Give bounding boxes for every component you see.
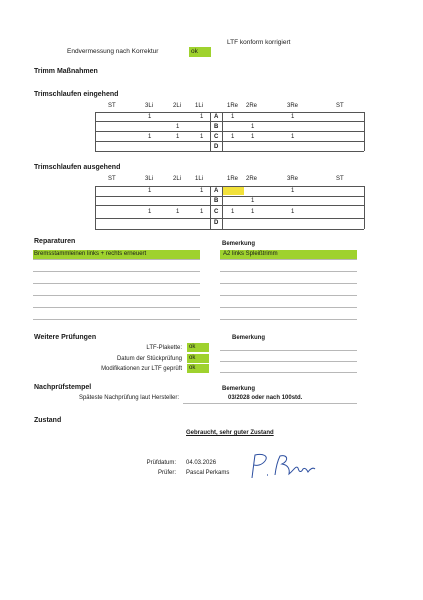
check-modifikationen-value bbox=[187, 364, 209, 373]
trim-in-c-2re: 1 bbox=[251, 134, 255, 140]
check-ltf-plakette-label: LTF-Plakette: bbox=[146, 345, 182, 351]
trim-out-col-1re: 1Re bbox=[227, 176, 239, 182]
trim-in-row-c: C bbox=[214, 134, 219, 140]
trim-out-c-2li: 1 bbox=[176, 209, 180, 215]
trim-out-c-3re: 1 bbox=[291, 209, 295, 215]
repairs-title: Reparaturen bbox=[34, 238, 76, 245]
endvermessung-value bbox=[189, 47, 211, 57]
trimm-title: Trimm Maßnahmen bbox=[34, 68, 98, 75]
ltf-note: LTF konform korrigiert bbox=[227, 39, 291, 46]
trim-in-c-3li: 1 bbox=[148, 134, 152, 140]
repair-remark-1 bbox=[220, 250, 357, 259]
condition-value: Gebraucht, sehr guter Zustand bbox=[186, 430, 274, 436]
trim-in-col-3re: 3Re bbox=[287, 103, 299, 109]
trim-out-b-2re: 1 bbox=[251, 198, 255, 204]
trim-in-c-3re: 1 bbox=[291, 134, 295, 140]
checks-title: Weitere Prüfungen bbox=[34, 334, 97, 341]
trim-in-col-1re: 1Re bbox=[227, 103, 239, 109]
trim-out-c-2re: 1 bbox=[251, 209, 255, 215]
trim-out-col-2re: 2Re bbox=[246, 176, 258, 182]
check-stueckpruefung-value bbox=[187, 354, 209, 363]
signature bbox=[245, 450, 320, 484]
trim-out-col-3re: 3Re bbox=[287, 176, 299, 182]
trim-out-col-3li: 3Li bbox=[145, 176, 154, 182]
trim-in-col-2re: 2Re bbox=[246, 103, 258, 109]
trim-out-title: Trimschlaufen ausgehend bbox=[34, 164, 121, 171]
check-stueckpruefung-label: Datum der Stückprüfung bbox=[116, 356, 182, 362]
trim-in-col-1li: 1Li bbox=[195, 103, 204, 109]
trim-out-a-3re: 1 bbox=[291, 188, 295, 194]
check-modifikationen-value-text: ok bbox=[189, 365, 196, 371]
inspector-value: Pascal Perkams bbox=[186, 470, 230, 476]
checks-remark-title: Bemerkung bbox=[232, 335, 266, 341]
trim-in-row-a: A bbox=[214, 114, 219, 120]
trim-out-c-3li: 1 bbox=[148, 209, 152, 215]
stamp-title: Nachprüfstempel bbox=[34, 384, 92, 391]
trim-in-row-b: B bbox=[214, 124, 219, 130]
inspector-label: Prüfer: bbox=[157, 470, 176, 476]
condition-title: Zustand bbox=[34, 417, 62, 424]
repair-remark-1-text: A2 links Spleißtrimm bbox=[223, 251, 278, 257]
trim-out-row-b: B bbox=[214, 198, 219, 204]
trim-out-row-c: C bbox=[214, 209, 219, 215]
trim-in-c-2li: 1 bbox=[176, 134, 180, 140]
trim-in-b-2re: 1 bbox=[251, 124, 255, 130]
endvermessung-label: Endvermessung nach Korrektur bbox=[67, 48, 159, 55]
trim-out-c-1re: 1 bbox=[231, 209, 235, 215]
trim-in-a-3li: 1 bbox=[148, 114, 152, 120]
trim-in-col-st-right: ST bbox=[336, 103, 344, 109]
trim-in-c-1re: 1 bbox=[231, 134, 235, 140]
check-stueckpruefung-value-text: ok bbox=[189, 355, 196, 361]
trim-out-c-1li: 1 bbox=[200, 209, 204, 215]
endvermessung-value-text: ok bbox=[191, 48, 198, 55]
check-ltf-plakette-value-text: ok bbox=[189, 344, 196, 350]
check-ltf-plakette-value bbox=[187, 343, 209, 352]
check-modifikationen-label: Modifikationen zur LTF geprüft bbox=[101, 366, 182, 372]
trim-in-a-1re: 1 bbox=[231, 114, 235, 120]
stamp-remark-title: Bemerkung bbox=[222, 386, 256, 392]
trim-in-row-d: D bbox=[214, 144, 219, 150]
stamp-label: Späteste Nachprüfung laut Hersteller: bbox=[78, 395, 179, 401]
trim-in-c-1li: 1 bbox=[200, 134, 204, 140]
trim-out-a-1re-highlight bbox=[223, 187, 244, 195]
trim-out-row-d: D bbox=[214, 220, 219, 226]
repair-item-1-text: Bremsstammleinen links + rechts erneuert bbox=[34, 251, 147, 257]
trim-out-a-1li: 1 bbox=[200, 188, 204, 194]
trim-in-col-3li: 3Li bbox=[145, 103, 154, 109]
date-value: 04.03.2026 bbox=[186, 460, 217, 466]
trim-in-a-3re: 1 bbox=[291, 114, 295, 120]
trim-out-col-2li: 2Li bbox=[173, 176, 182, 182]
trim-out-row-a: A bbox=[214, 188, 219, 194]
stamp-value: 03/2028 oder nach 100std. bbox=[228, 395, 303, 401]
repair-item-1 bbox=[33, 250, 200, 259]
trim-out-a-3li: 1 bbox=[148, 188, 152, 194]
trim-out-col-st-left: ST bbox=[108, 176, 116, 182]
repairs-remark-title: Bemerkung bbox=[222, 241, 256, 247]
date-label: Prüfdatum: bbox=[146, 460, 176, 466]
trim-in-col-2li: 2Li bbox=[173, 103, 182, 109]
trim-in-title: Trimschlaufen eingehend bbox=[34, 91, 119, 98]
trim-out-col-1li: 1Li bbox=[195, 176, 204, 182]
trim-in-b-2li: 1 bbox=[176, 124, 180, 130]
trim-in-col-st-left: ST bbox=[108, 103, 116, 109]
trim-in-a-1li: 1 bbox=[200, 114, 204, 120]
trim-out-col-st-right: ST bbox=[336, 176, 344, 182]
